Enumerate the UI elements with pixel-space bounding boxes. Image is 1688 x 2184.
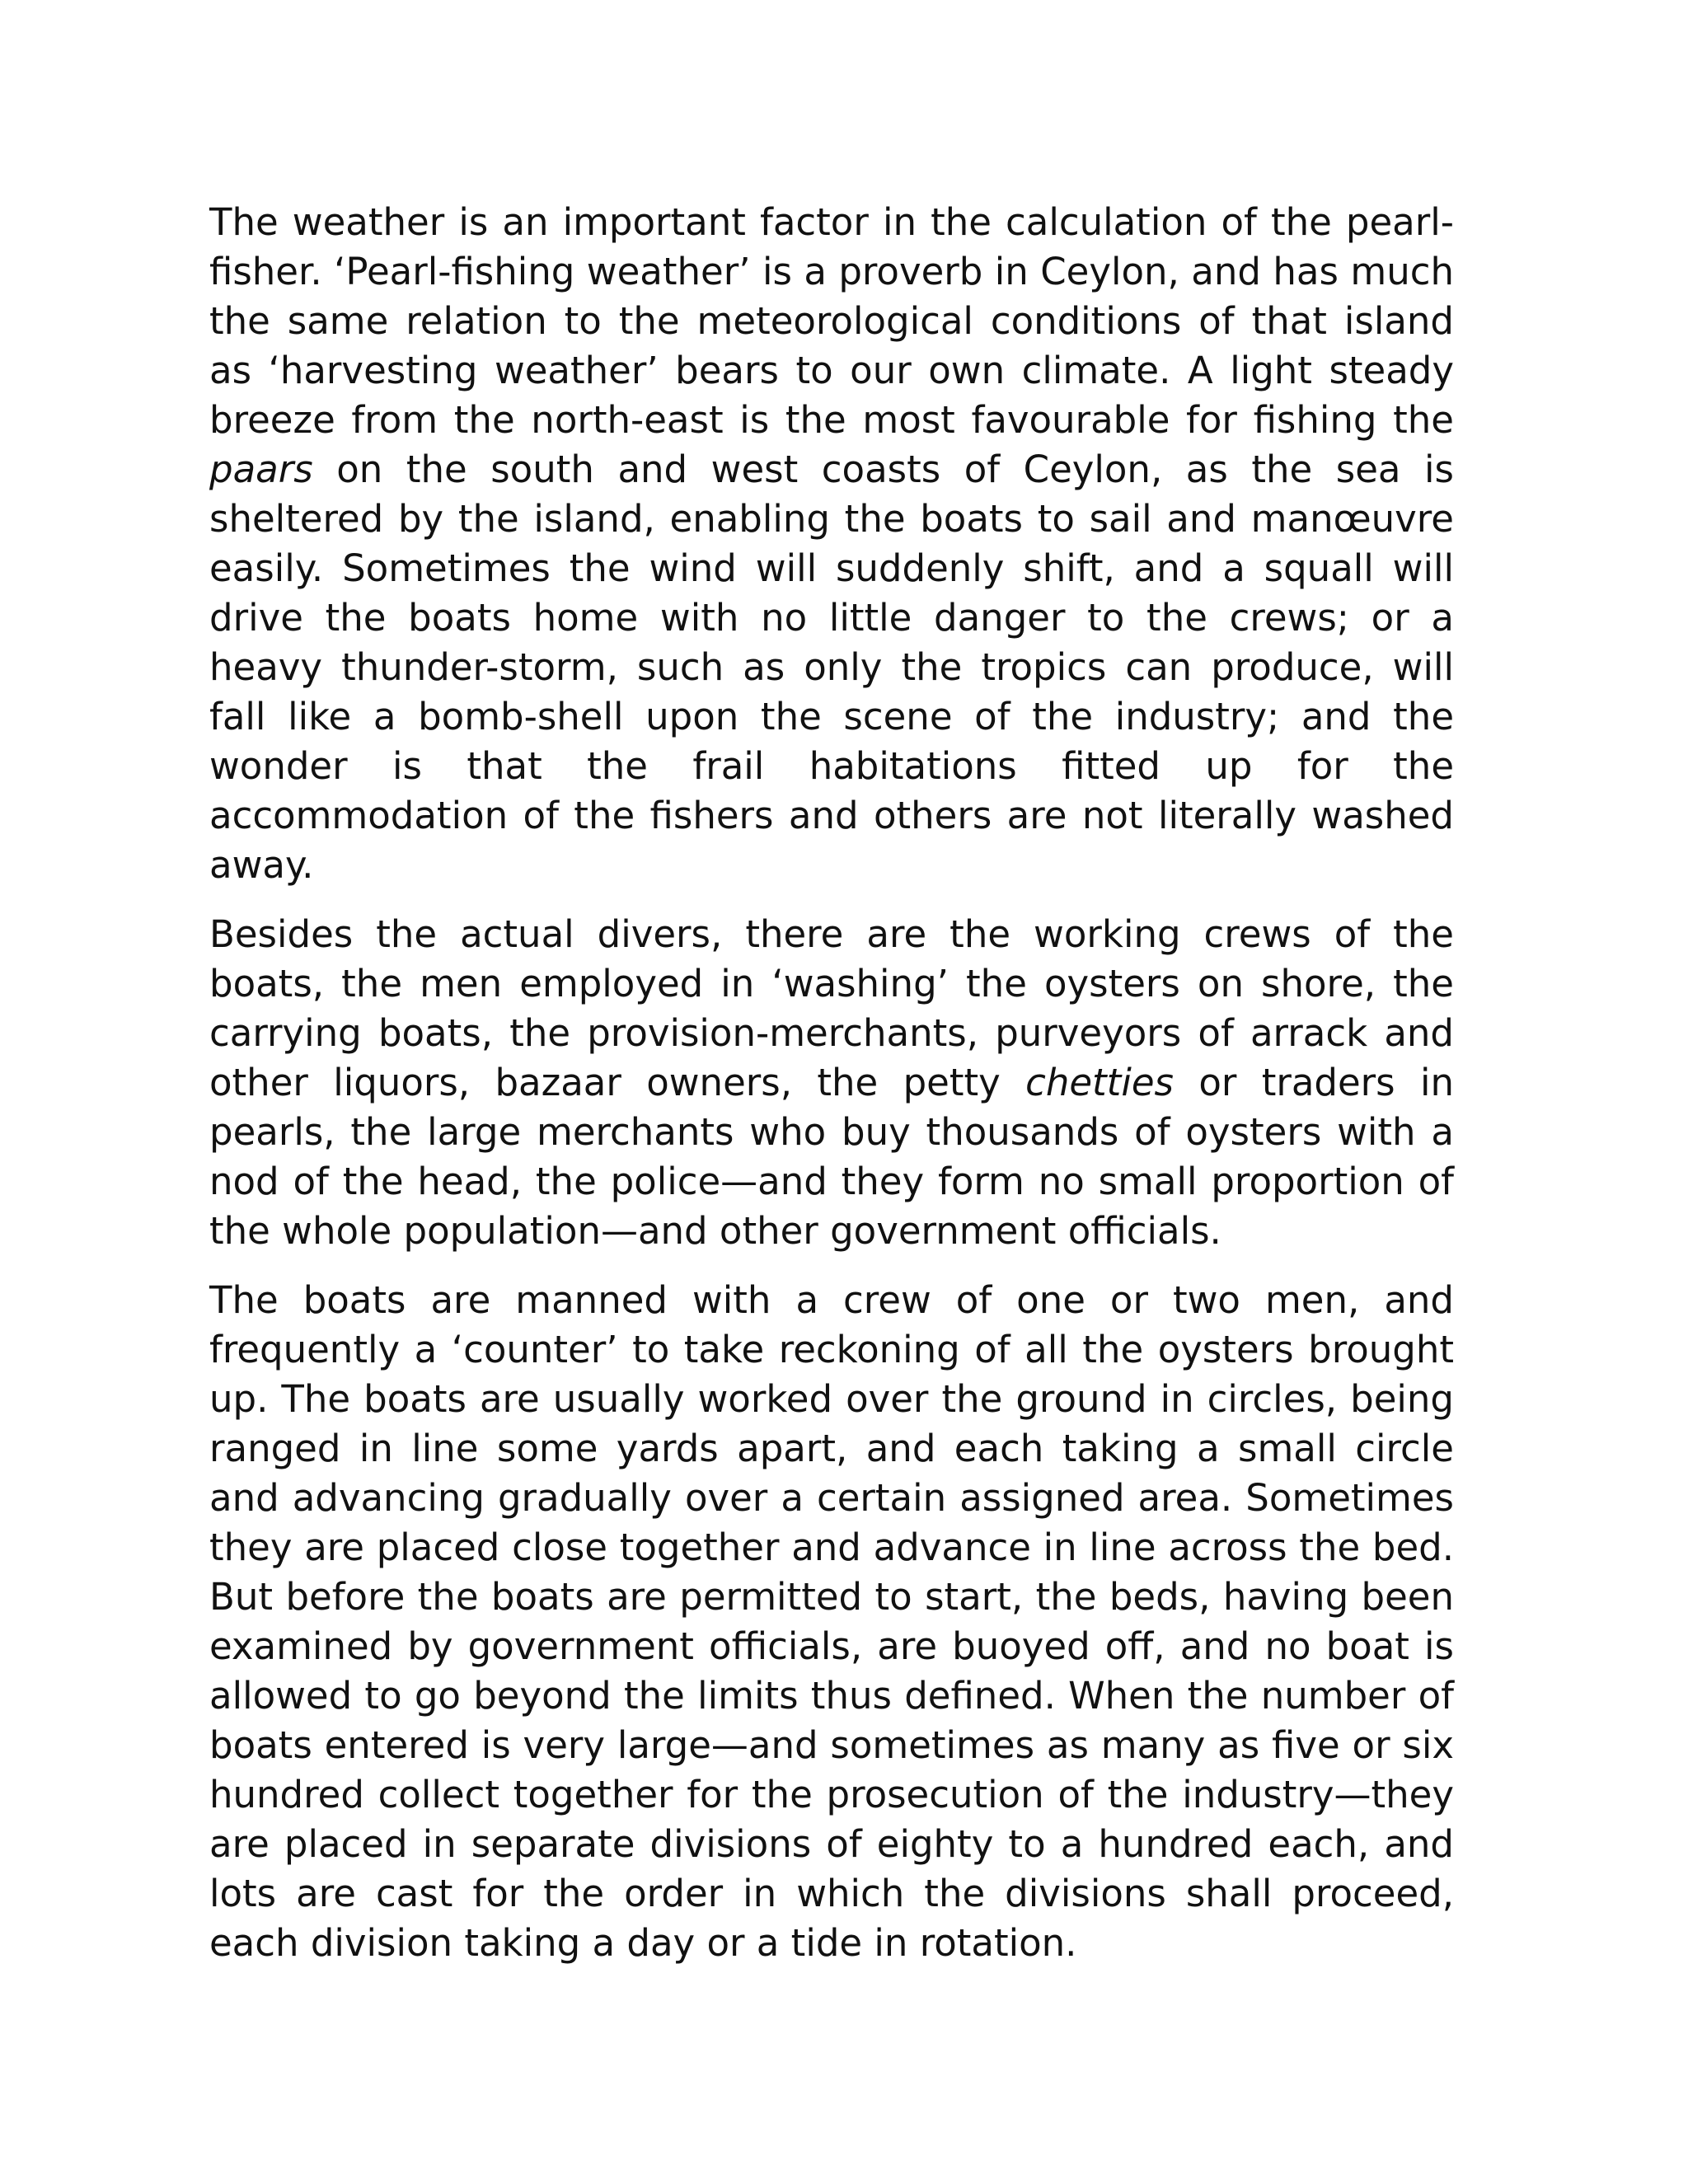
italic-term-chetties: chetties [1025, 1061, 1174, 1104]
text-segment: The boats are manned with a crew of one or two men, and frequently a ‘counter’ to take reckoning of all the oysters brought up. The boats are usually worked over the ground in circles, being ranged in line some yards apart, and each taking a small circle and advancing gradually over a certain assigned area. Sometimes they are placed close together and advance in line across the bed. But before the boats are permitted to start, the beds, having been examined by government officials, are buoyed off, and no boat is allowed to go beyond the limits thus defined. When the number of boats entered is very large—and sometimes as many as five or six hundred collect together for the prosecution of the industry—they are placed in separate divisions of eighty to a hundred each, and lots are cast for the order in which the divisions shall proceed, each division taking a day or a tide in rotation. [209, 1278, 1454, 1965]
text-segment: The weather is an important factor in the calculation of the pearl-fisher. ‘Pearl-fishing weather’ is a proverb in Ceylon, and has much the same relation to the meteorological conditions of that island as ‘harvesting weather’ bears to our own climate. A light steady breeze from the north-east is the most favourable for fishing the [209, 200, 1454, 442]
text-segment: or traders in pearls, the large merchants who buy thousands of oysters with a nod of the head, the police—and they form no small proportion of the whole population—and other government officials. [209, 1061, 1454, 1253]
text-segment: Besides the actual divers, there are the working crews of the boats, the men employed in ‘washing’ the oysters on shore, the carrying boats, the provision-merchants, purveyors of arrack and other liquors, bazaar owners, the petty [209, 912, 1454, 1104]
italic-term-paars: paars [209, 448, 313, 491]
paragraph-workers [209, 910, 1454, 1256]
document-page [209, 198, 1454, 1988]
text-segment: on the south and west coasts of Ceylon, as the sea is sheltered by the island, enabling the boats to sail and manœuvre easily. Sometimes the wind will suddenly shift, and a squall will drive the boats home with no little danger to the crews; or a heavy thunder-storm, such as only the tropics can produce, will fall like a bomb-shell upon the scene of the industry; and the wonder is that the frail habitations fitted up for the accommodation of the fishers and others are not literally washed away. [209, 448, 1454, 887]
paragraph-weather [209, 198, 1454, 890]
paragraph-boats [209, 1276, 1454, 1968]
